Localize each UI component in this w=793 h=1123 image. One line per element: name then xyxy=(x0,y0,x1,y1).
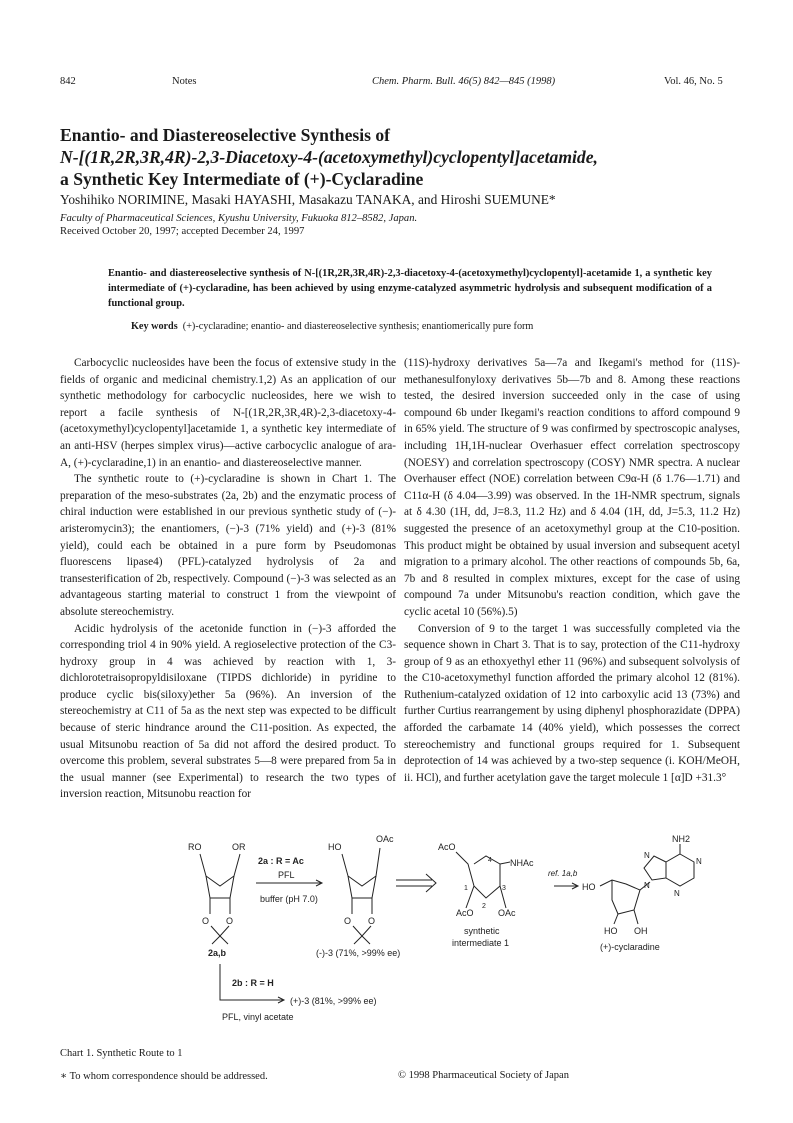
locant-2: 2 xyxy=(482,903,486,910)
ho-label: HO xyxy=(604,926,618,936)
keywords-label: Key words xyxy=(131,321,178,332)
author-list: Yoshihiko NORIMINE, Masaki HAYASHI, Masakazu TANAKA, and Hiroshi SUEMUNE* xyxy=(60,192,556,207)
o-label: O xyxy=(202,916,210,926)
left-column xyxy=(60,355,396,803)
oac-label: OAc xyxy=(376,834,394,844)
journal-citation: Chem. Pharm. Bull. 46(5) 842—845 (1998) xyxy=(372,76,556,87)
nh2-label: NH2 xyxy=(672,834,691,844)
chart-synthetic-route xyxy=(60,828,750,1043)
title-line-1: Enantio- and Diastereoselective Synthesis of xyxy=(60,125,391,145)
page-number: 842 xyxy=(60,76,76,87)
paragraph: Conversion of 9 to the target 1 was successfully completed via the sequence shown in Chart 3. That is to say, protection of the C11-hydroxy group of 9 as an ethoxyethyl ether 11 (96%) and subsequent solvolysis of the C10-acetoxymethyl function afforded the primary alcohol 12 (81%). Ruthenium-catalyzed oxidation of 12 into carboxylic acid 13 (73%) and further Curtius rearrangement by using diphenyl phosphorazidate (DPPA) afforded the carbamate 14 (40% yield), which possesses the correct stereochemistry and functional groups required for 1. Subsequent deprotection of 14 was achieved by a two-step sequence (i. KOH/MeOH, ii. HCl), and further acetylation gave the target molecule 1 [α]D +31.3° xyxy=(404,622,740,784)
locant-3: 3 xyxy=(502,885,506,892)
copyright: © 1998 Pharmaceutical Society of Japan xyxy=(398,1070,569,1081)
locant-1: 1 xyxy=(464,885,468,892)
oac-label: OAc xyxy=(498,908,516,918)
right-column xyxy=(404,355,740,786)
paragraph: The synthetic route to (+)-cyclaradine is shown in Chart 1. The preparation of the meso-substrates (2a, 2b) and the enzymatic process of chiral induction were established in our previous synthetic study of (−)-aristeromycin3); the enantiomers, (−)-3 (71% yield) and (+)-3 (81% yield), could each be obtained in a pure form by Pseudomonas fluorescens lipase4) (PFL)-catalyzed hydrolysis of 2a and transesterification of 2b, respectively. Compound (−)-3 was selected as an advantageous starting material to construct 1 from the viewpoint of absolute stereochemistry. xyxy=(60,473,396,618)
cyclaradine-structure xyxy=(582,834,702,952)
aco-label: AcO xyxy=(438,842,456,852)
ho-label: HO xyxy=(328,842,342,852)
synthetic-label: synthetic xyxy=(464,926,500,936)
o-label: O xyxy=(368,916,376,926)
paragraph: Carbocyclic nucleosides have been the focus of extensive study in the fields of organic and medicinal chemistry.1,2) As an application of our synthetic methodology for carbocyclic nucleosides, here we wish to report a facile synthesis of N-[(1R,2R,3R,4R)-2,3-diacetoxy-4-(acetoxymethyl)cyclopentyl]acetamide 1, a synthetic key intermediate of an anti-HSV (herpes simplex virus)—active carbocyclic analogue of ara-A, (+)-cyclaradine,1) in an enantio- and diastereoselective manner. xyxy=(60,357,396,469)
n-label: N xyxy=(696,857,702,866)
n-label: N xyxy=(674,889,680,898)
locant-4: 4 xyxy=(488,857,492,864)
abstract: Enantio- and diastereoselective synthesis of N-[(1R,2R,3R,4R)-2,3-diacetoxy-4-(acetoxymethyl)cyclopentyl]-acetamide 1, a synthetic key intermediate of (+)-cyclaradine, has been achieved by using enzyme-catalyzed asymmetric hydrolysis and subsequent modification of a functional group. xyxy=(108,268,712,309)
compound-minus-3 xyxy=(316,834,400,958)
ro-label: RO xyxy=(188,842,202,852)
paragraph: (11S)-hydroxy derivatives 5a—7a and Ikegami's method for (11S)-methanesulfonyloxy derivatives 5b—7b and 8. Among these reactions tested, the desired inversion succeeded only in the case of using compound 6b under Ikegami's reaction conditions to afford compound 9 in 65% yield. The structure of 9 was confirmed by spectroscopic analyses, including 1H,1H-nuclear Overhasuer effect correlation spectroscopy (NOESY) and correlation spectroscopy (COSY) NMR spectra. A nuclear Overhauser effect (NOE) correlation between C9α-H (δ 1.76—1.71) and C11α-H (δ 4.04—3.99) was observed. In the 1H-NMR spectrum, signals at δ 4.30 (1H, dd, J=8.3, 11.2 Hz) and δ 4.04 (1H, dd, J=5.3, 11.2 Hz) suggested the presence of an acetoxymethyl group at the C10-position. This product might be obtained by usual inversion and subsequent acetyl migration to a primary alcohol. The other reactions of compounds 5b, 6a, 7b and 8 resulted in complex mixtures, except for the case of using compound 7a under Mitsunobu's reaction condition, which gave the cyclic acetal 10 (56%).5) xyxy=(404,357,740,618)
oh-label: OH xyxy=(634,926,648,936)
n-label: N xyxy=(644,881,650,890)
product-plus-3: (+)-3 (81%, >99% ee) xyxy=(290,996,377,1006)
condition-2b: 2b : R = H xyxy=(232,978,274,988)
pfl-label: PFL xyxy=(278,870,295,880)
nhac-label: NHAc xyxy=(510,858,534,868)
retrosynthesis-arrow xyxy=(396,874,436,892)
received-dates: Received October 20, 1997; accepted December 24, 1997 xyxy=(60,226,305,237)
condition-2a: 2a : R = Ac xyxy=(258,856,304,866)
footnote: ∗ To whom correspondence should be addressed. xyxy=(60,1071,268,1082)
section-label: Notes xyxy=(172,76,197,87)
label-2ab: 2a,b xyxy=(208,948,227,958)
ho-label: HO xyxy=(582,882,596,892)
aco-label: AcO xyxy=(456,908,474,918)
keywords xyxy=(131,321,533,332)
compound-2ab xyxy=(188,842,246,958)
buffer-label: buffer (pH 7.0) xyxy=(260,894,318,904)
title-line-2: N-[(1R,2R,3R,4R)-2,3-Diacetoxy-4-(acetoxymethyl)cyclopentyl]acetamide, xyxy=(60,147,598,167)
article-title xyxy=(60,124,750,190)
affiliation: Faculty of Pharmaceutical Sciences, Kyushu University, Fukuoka 812–8582, Japan. xyxy=(60,213,418,224)
ref-label: ref. 1a,b xyxy=(548,869,578,878)
chart-caption: Chart 1. Synthetic Route to 1 xyxy=(60,1048,183,1059)
title-line-3: a Synthetic Key Intermediate of (+)-Cyclaradine xyxy=(60,169,424,189)
intermediate-label: intermediate 1 xyxy=(452,938,510,948)
o-label: O xyxy=(344,916,352,926)
o-label: O xyxy=(226,916,234,926)
cyclaradine-label: (+)-cyclaradine xyxy=(600,942,660,952)
paragraph: Acidic hydrolysis of the acetonide function in (−)-3 afforded the corresponding triol 4 in 90% yield. A regioselective protection of the C3-hydroxy group in 4 was achieved by reaction with 1, 3-dichlorotetraisopropyldisiloxane (TIPDS dichloride) in pyridine to produce cyclic bis(siloxy)ether 5a (96%). An inversion of the stereochemistry at C11 of 5a as the next step was expected to be difficult because of steric hindrance around the C11-position. As expected, the usual Mitsunobu reaction of 5a did not afford the desired product. To overcome this problem, several substrates 5—8 were prepared from 5a in the usual manner (see Experimental) to research the two types of inversion reaction, Mitsunobu reaction for xyxy=(60,622,396,801)
intermediate-1 xyxy=(438,842,534,948)
pfl-vinyl-label: PFL, vinyl acetate xyxy=(222,1012,294,1022)
n-label: N xyxy=(644,851,650,860)
volume-label: Vol. 46, No. 5 xyxy=(664,76,723,87)
or-label: OR xyxy=(232,842,246,852)
product-minus-3: (-)-3 (71%, >99% ee) xyxy=(316,948,401,958)
keywords-text: (+)-cyclaradine; enantio- and diastereoselective synthesis; enantiomerically pure form xyxy=(182,321,534,332)
